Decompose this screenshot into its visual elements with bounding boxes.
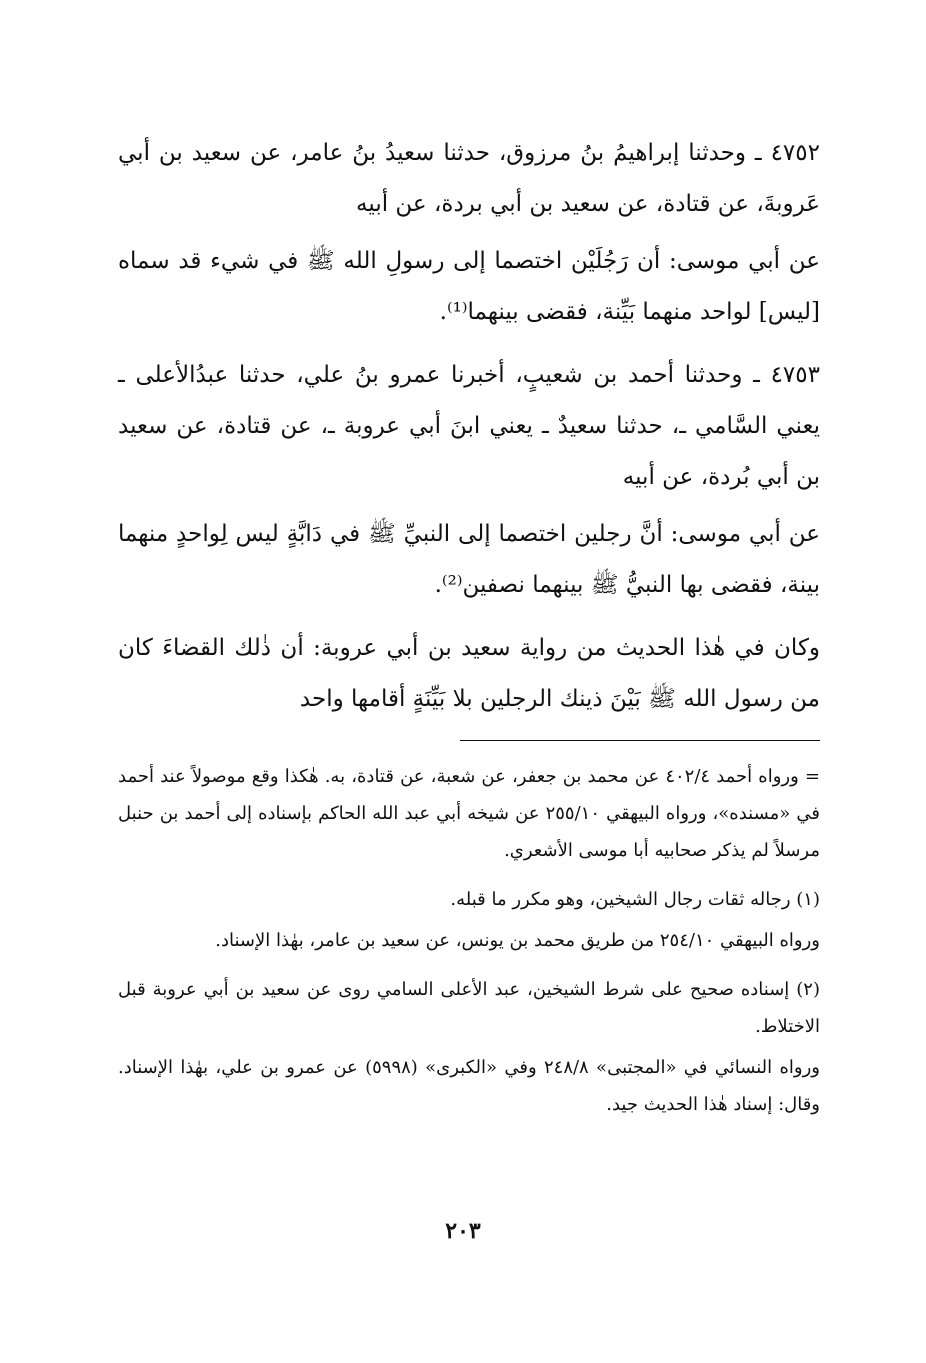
hadith-4752-text: عن أبي موسى: أن رَجُلَيْن اختصما إلى رسولِ الله ﷺ في شيء قد سماه [ليس] لواحد منهما بَيِّنة، فقضى بينهما⁽¹⁾. xyxy=(118,248,820,325)
footnote-2-extra: ورواه النسائي في «المجتبى» ٢٤٨/٨ وفي «الكبرى» (٥٩٩٨) عن عمرو بن علي، بهٰذا الإسناد. وقال: إسناد هٰذا الحديث جيد. xyxy=(118,1057,820,1115)
hadith-4753-chain: ٤٧٥٣ ـ وحدثنا أحمد بن شعيبٍ، أخبرنا عمرو بنُ علي، حدثنا عبدُالأعلى ـ يعني السَّامي ـ، حدثنا سعيدٌ ـ يعني ابنَ أبي عروبة ـ، عن قتادة، عن سعيد بن أبي بُردة، عن أبيه xyxy=(118,362,820,490)
footnote-1: (١) رجاله ثقات رجال الشيخين، وهو مكرر ما قبله. xyxy=(450,889,820,910)
hadith-4753-text: عن أبي موسى: أنَّ رجلين اختصما إلى النبيِّ ﷺ في دَابَّةٍ ليس لِواحدٍ منهما بينة، فقضى بها النبيُّ ﷺ بينهما نصفين⁽²⁾. xyxy=(118,521,820,598)
footnote-separator xyxy=(460,740,820,741)
footnotes xyxy=(118,758,820,1127)
commentary-paragraph: وكان في هٰذا الحديث من رواية سعيد بن أبي عروبة: أن ذٰلك القضاءَ كان من رسول الله ﷺ بَيْنَ ذينك الرجلين بلا بَيِّنَةٍ أقامها واحد xyxy=(118,635,820,712)
hadith-4752-chain: ٤٧٥٢ ـ وحدثنا إبراهيمُ بنُ مرزوق، حدثنا سعيدُ بنُ عامر، عن سعيد بن أبي عَروبةَ، عن قتادة، عن سعيد بن أبي بردة، عن أبيه xyxy=(118,140,820,217)
page-number: ٢٠٣ xyxy=(445,1218,481,1244)
footnote-2: (٢) إسناده صحيح على شرط الشيخين، عبد الأعلى السامي روى عن سعيد بن أبي عروبة قبل الاختلاط. xyxy=(118,979,820,1037)
footnote-1-extra: ورواه البيهقي ٢٥٤/١٠ من طريق محمد بن يونس، عن سعيد بن عامر، بهٰذا الإسناد. xyxy=(215,930,820,951)
main-text xyxy=(118,128,820,731)
footnote-continuation: = ورواه أحمد ٤٠٢/٤ عن محمد بن جعفر، عن شعبة، عن قتادة، به. هٰكذا وقع موصولاً عند أحمد في «مسنده»، ورواه البيهقي ٢٥٥/١٠ عن شيخه أبي عبد الله الحاكم بإسناده إلى أحمد بن حنبل مرسلاً لم يذكر صحابيه أبا موسى الأشعري. xyxy=(118,766,820,861)
